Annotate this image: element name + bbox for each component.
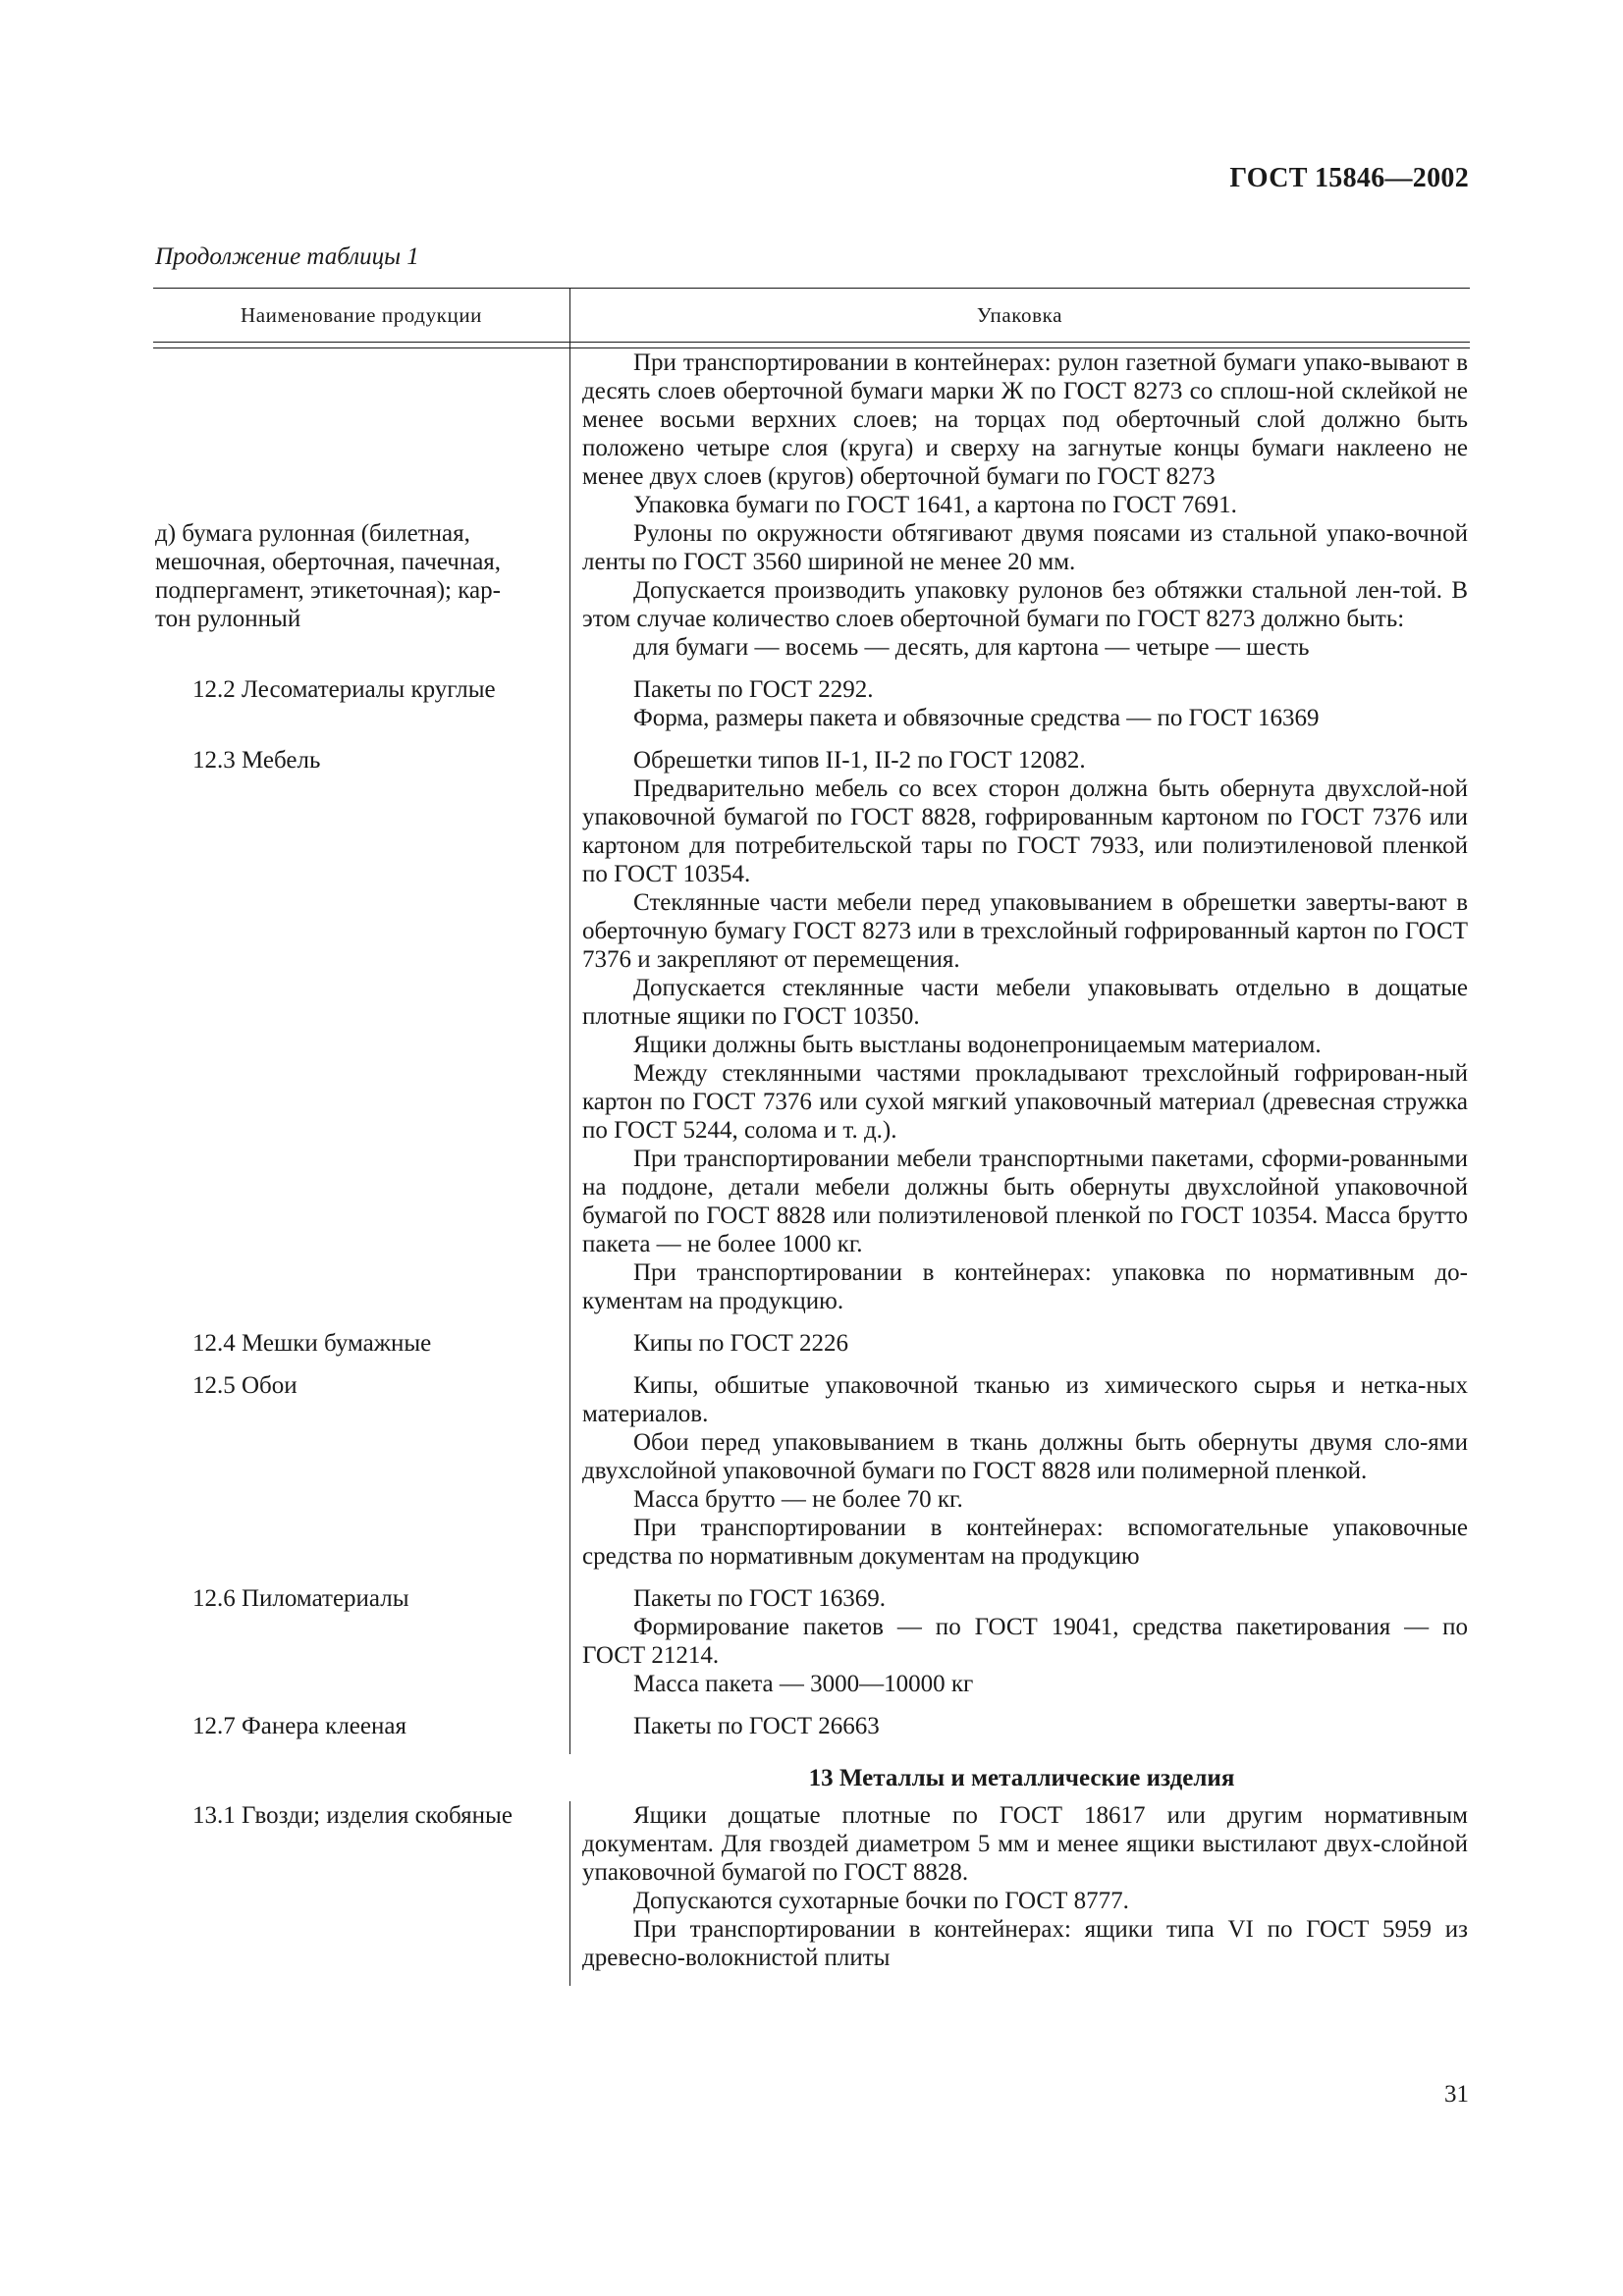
product-name-cell	[153, 675, 569, 746]
document-id: ГОСТ 15846—2002	[1229, 163, 1469, 193]
table-caption: Продолжение таблицы 1	[155, 243, 419, 270]
table-row	[153, 1712, 1470, 1754]
packaging-paragraph: Ящики дощатые плотные по ГОСТ 18617 или другим нормативным документам. Для гвоздей диаметром 5 мм и менее ящики выстилают двух-слойной упаковочной бумагой по ГОСТ 8828.	[582, 1802, 1468, 1886]
packaging-cell	[569, 1801, 1470, 1986]
table-body-section-13	[153, 1801, 1470, 1986]
product-name-line: подпергамент, этикеточная); кар-	[155, 577, 501, 604]
product-name-line: 13.1 Гвозди; изделия скобяные	[192, 1802, 513, 1829]
packaging-paragraph: Масса пакета — 3000—10000 кг	[633, 1671, 974, 1697]
product-name-line: д) бумага рулонная (билетная,	[155, 520, 470, 547]
packaging-paragraph: При транспортировании в контейнерах: ящики типа VI по ГОСТ 5959 из древесно-волокнистой плиты	[582, 1916, 1468, 1971]
table-row	[153, 1801, 1470, 1986]
packaging-paragraph: Обрешетки типов II-1, II-2 по ГОСТ 12082.	[633, 747, 1086, 774]
packaging-paragraph: При транспортировании в контейнерах: вспомогательные упаковочные средства по нормативным документам на продукцию	[582, 1515, 1468, 1570]
product-name-line	[153, 491, 560, 519]
table-row	[153, 1371, 1470, 1584]
packaging-paragraph: Масса брутто — не более 70 кг.	[633, 1486, 963, 1513]
packaging-cell	[569, 348, 1470, 675]
product-name-cell	[153, 1801, 569, 1986]
product-name-line: мешочная, оберточная, пачечная,	[155, 549, 502, 575]
product-name-cell	[153, 1371, 569, 1584]
product-name-line	[153, 462, 560, 491]
packaging-paragraph: Кипы, обшитые упаковочной тканью из химического сырья и нетка-ных материалов.	[582, 1372, 1468, 1427]
product-name-cell	[153, 1329, 569, 1371]
header-double-rule	[153, 342, 1470, 348]
packaging-cell	[569, 1712, 1470, 1754]
packaging-paragraph: Рулоны по окружности обтягивают двумя поясами из стальной упако-вочной ленты по ГОСТ 3560 шириной не менее 20 мм.	[582, 520, 1468, 575]
packaging-paragraph: Между стеклянными частями прокладывают трехслойный гофрирован-ный картон по ГОСТ 7376 или сухой мягкий упаковочный материал (древесная стружка по ГОСТ 5244, солома и т. д.).	[582, 1060, 1468, 1144]
product-name-line: 12.5 Обои	[192, 1372, 298, 1399]
col-product-name-header: Наименование продукции	[240, 302, 482, 327]
product-name-line	[153, 377, 560, 405]
packaging-paragraph: Формирование пакетов — по ГОСТ 19041, средства пакетирования — по ГОСТ 21214.	[582, 1614, 1468, 1669]
packaging-paragraph: При транспортировании мебели транспортными пакетами, сформи-рованными на поддоне, детали мебели должны быть обернуты двухслойной упаковочной бумагой по ГОСТ 8828 или полиэтиленовой пленкой по ГОСТ 10354. Масса брутто пакета — не более 1000 кг.	[582, 1146, 1468, 1257]
packaging-paragraph: Форма, размеры пакета и обвязочные средства — по ГОСТ 16369	[633, 705, 1320, 731]
packaging-paragraph: Предварительно мебель со всех сторон должна быть обернута двухслой-ной упаковочной бумагой по ГОСТ 8828, гофрированным картоном по ГОСТ 7376 или картоном для потребительской тары по ГОСТ 7933, или полиэтиленовой пленкой по ГОСТ 10354.	[582, 775, 1468, 887]
packaging-paragraph: Пакеты по ГОСТ 26663	[633, 1713, 880, 1739]
product-name-line	[153, 434, 560, 462]
product-name-line: тон рулонный	[155, 606, 301, 632]
packaging-paragraph: Кипы по ГОСТ 2226	[633, 1330, 848, 1357]
packaging-cell	[569, 675, 1470, 746]
packaging-paragraph: При транспортировании в контейнерах: упаковка по нормативным до-кументам на продукцию.	[582, 1259, 1468, 1314]
table-header	[153, 288, 1470, 342]
packaging-cell	[569, 746, 1470, 1329]
product-name-cell	[153, 1584, 569, 1712]
packaging-cell	[569, 1329, 1470, 1371]
packaging-table	[153, 288, 1470, 1986]
product-name-line: 12.7 Фанера клееная	[192, 1713, 406, 1739]
product-name-cell	[153, 746, 569, 1329]
packaging-paragraph: Допускается производить упаковку рулонов без обтяжки стальной лен-той. В этом случае количество слоев оберточной бумаги по ГОСТ 8273 должно быть:	[582, 577, 1468, 632]
section-title: 13 Металлы и металлические изделия	[808, 1765, 1235, 1791]
packaging-paragraph: Ящики должны быть выстланы водонепроницаемым материалом.	[633, 1032, 1322, 1058]
packaging-paragraph: Обои перед упаковыванием в ткань должны быть обернуты двумя сло-ями двухслойной упаковочной бумаги по ГОСТ 8828 или полимерной пленкой.	[582, 1429, 1468, 1484]
packaging-paragraph: Пакеты по ГОСТ 16369.	[633, 1585, 887, 1612]
packaging-paragraph: Стеклянные части мебели перед упаковыванием в обрешетки заверты-вают в оберточную бумагу ГОСТ 8273 или в трехслойный гофрированный картон по ГОСТ 7376 и закрепляют от перемещения.	[582, 889, 1468, 973]
packaging-paragraph: При транспортировании в контейнерах: рулон газетной бумаги упако-вывают в десять слоев оберточной бумаги марки Ж по ГОСТ 8273 со сплош-ной склейкой не менее восьми верхних слоев; на торцах под оберточный слой должно быть положено четыре слоя (круга) и сверху на загнутые концы бумаги наклеено не менее двух слоев (кругов) оберточной бумаги по ГОСТ 8273	[582, 349, 1468, 490]
table-body	[153, 348, 1470, 1754]
product-name-line: 12.4 Мешки бумажные	[192, 1330, 432, 1357]
packaging-paragraph: Упаковка бумаги по ГОСТ 1641, а картона по ГОСТ 7691.	[633, 492, 1237, 518]
col-packaging-header: Упаковка	[976, 302, 1063, 327]
product-name-line: 12.3 Мебель	[192, 747, 321, 774]
packaging-paragraph: для бумаги — восемь — десять, для картона — четыре — шесть	[633, 634, 1310, 661]
table-row	[153, 1329, 1470, 1371]
product-name-line	[153, 348, 560, 377]
table-row	[153, 348, 1470, 675]
packaging-paragraph: Допускается стеклянные части мебели упаковывать отдельно в дощатые плотные ящики по ГОСТ 10350.	[582, 975, 1468, 1030]
product-name-line: 12.6 Пиломатериалы	[192, 1585, 409, 1612]
product-name-line: 12.2 Лесоматериалы круглые	[192, 676, 496, 703]
table-row	[153, 1584, 1470, 1712]
product-name-line	[153, 405, 560, 434]
table-row	[153, 746, 1470, 1329]
packaging-paragraph: Допускаются сухотарные бочки по ГОСТ 8777.	[633, 1888, 1129, 1914]
packaging-cell	[569, 1371, 1470, 1584]
page-number: 31	[1444, 2081, 1469, 2108]
product-name-cell	[153, 348, 569, 675]
table-row	[153, 675, 1470, 746]
product-name-cell	[153, 1712, 569, 1754]
packaging-cell	[569, 1584, 1470, 1712]
packaging-paragraph: Пакеты по ГОСТ 2292.	[633, 676, 874, 703]
